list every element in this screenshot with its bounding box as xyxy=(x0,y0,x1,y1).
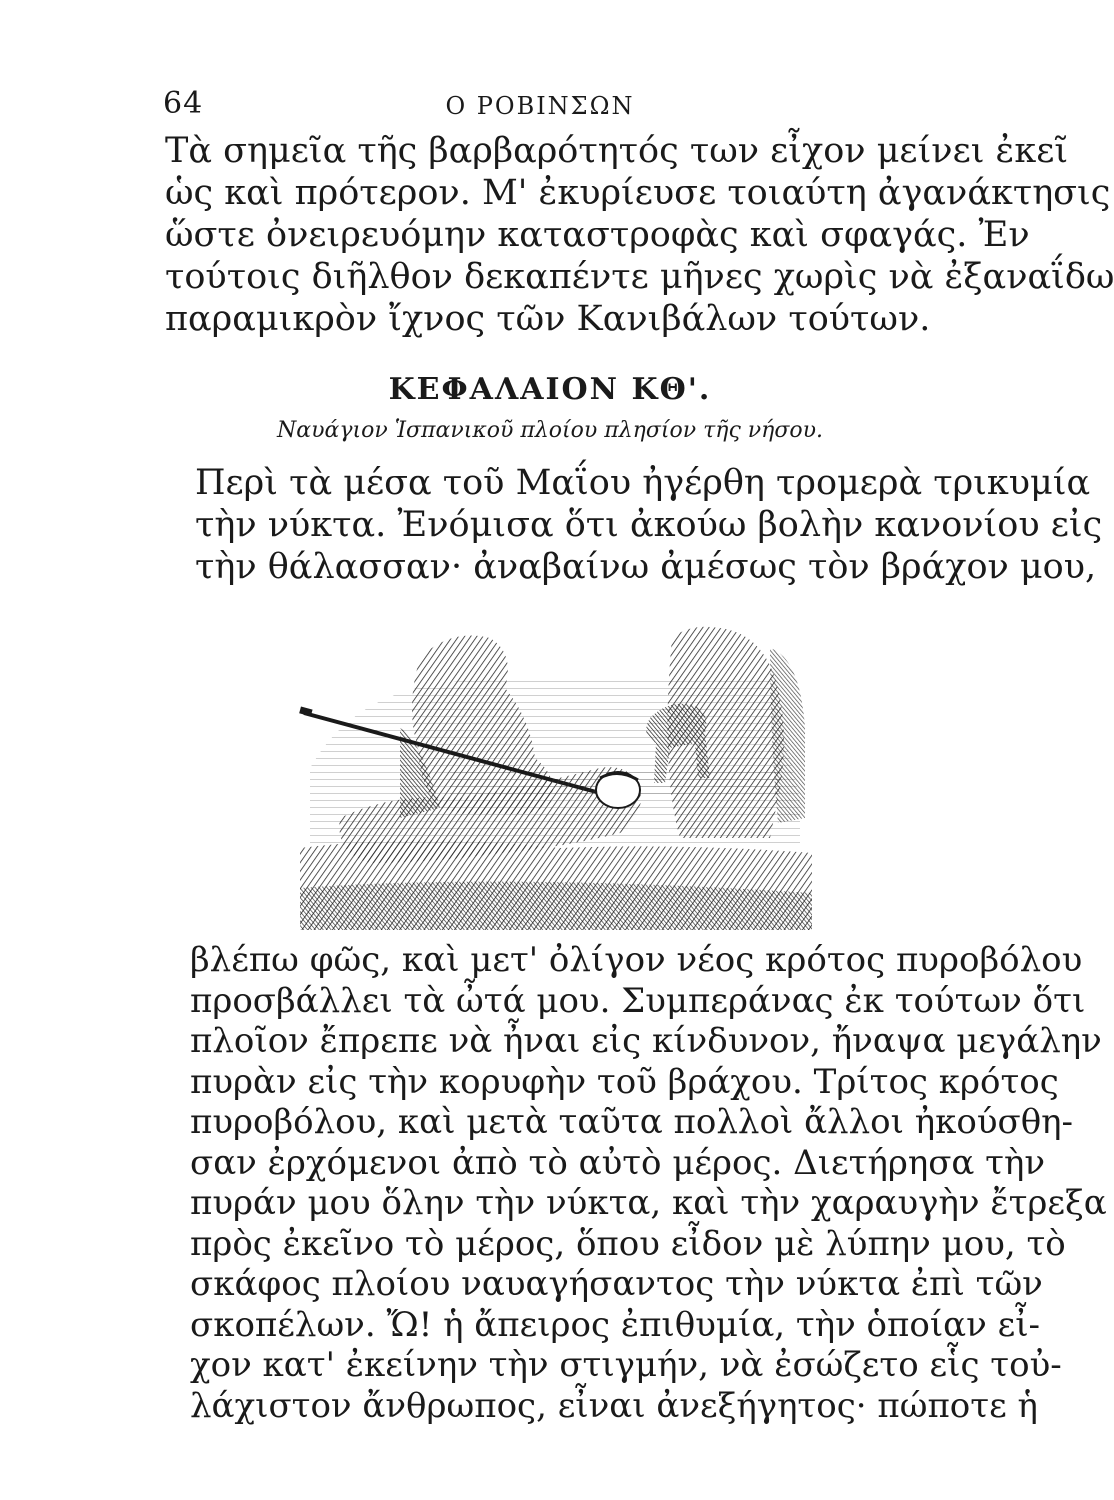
text-line: χον κατ' ἐκείνην τὴν στιγμήν, νὰ ἐσώζετο εἷς τοὐ- xyxy=(190,1345,1062,1385)
text-line: Τὰ σημεῖα τῆς βαρβαρότητός των εἶχον μείνει ἐκεῖ xyxy=(165,131,1069,171)
paragraph-2 xyxy=(195,462,1103,588)
text-line: πυρὰν εἰς τὴν κορυφὴν τοῦ βράχου. Τρίτος κρότος xyxy=(190,1061,1059,1102)
text-line: σκοπέλων. Ὤ! ἡ ἄπειρος ἐπιθυμία, τὴν ὁποίαν εἶ- xyxy=(190,1304,1041,1345)
page-number: 64 xyxy=(163,86,204,121)
running-title: Ο ΡΟΒΙΝΣΩΝ xyxy=(445,92,635,120)
text-line: ὥστε ὀνειρευόμην καταστροφὰς καὶ σφαγάς. Ἐν xyxy=(165,215,1030,255)
engraving-illustration xyxy=(300,618,812,930)
text-line: σκάφος πλοίου ναυαγήσαντος τὴν νύκτα ἐπὶ τῶν xyxy=(190,1264,1043,1304)
musket-tip xyxy=(299,707,312,717)
chapter-subtitle: Ναυάγιον Ἱσπανικοῦ πλοίου πλησίον τῆς νήσου. xyxy=(277,418,823,443)
text-line: προσβάλλει τὰ ὦτά μου. Συμπεράνας ἐκ τούτων ὅτι xyxy=(190,980,1086,1021)
paragraph-1 xyxy=(165,130,1114,340)
text-line: Περὶ τὰ μέσα τοῦ Μαΐου ἠγέρθη τρομερὰ τρικυμία xyxy=(195,463,1091,503)
chapter-heading: ΚΕΦΑΛΑΙΟΝ ΚΘ'. xyxy=(388,372,712,407)
text-line: ὡς καὶ πρότερον. Μ' ἐκυρίευσε τοιαύτη ἀγανάκτησις xyxy=(165,173,1111,213)
text-line: παραμικρὸν ἴχνος τῶν Κανιβάλων τούτων. xyxy=(165,299,931,339)
text-line: τούτοις διῆλθον δεκαπέντε μῆνες χωρὶς νὰ ἐξαναΐδω xyxy=(165,257,1114,297)
text-line: λάχιστον ἄνθρωπος, εἶναι ἀνεξήγητος· πώποτε ἡ xyxy=(190,1385,1038,1426)
text-line: πλοῖον ἔπρεπε νὰ ἦναι εἰς κίνδυνον, ἤναψα μεγάλην xyxy=(190,1021,1102,1061)
text-line: πρὸς ἐκεῖνο τὸ μέρος, ὅπου εἶδον μὲ λύπην μου, τὸ xyxy=(190,1223,1066,1264)
text-line: πυράν μου ὅλην τὴν νύκτα, καὶ τὴν χαραυγὴν ἔτρεξα xyxy=(190,1183,1107,1223)
text-line: τὴν θάλασσαν· ἀναβαίνω ἀμέσως τὸν βράχον μου, xyxy=(195,547,1097,587)
text-line: τὴν νύκτα. Ἐνόμισα ὅτι ἀκούω βολὴν κανονίου εἰς xyxy=(195,505,1103,545)
paragraph-3 xyxy=(190,940,1107,1426)
text-line: σαν ἐρχόμενοι ἀπὸ τὸ αὐτὸ μέρος. Διετήρησα τὴν xyxy=(190,1142,1046,1183)
text-line: βλέπω φῶς, καὶ μετ' ὀλίγον νέος κρότος πυροβόλου xyxy=(190,940,1083,980)
text-line: πυροβόλου, καὶ μετὰ ταῦτα πολλοὶ ἄλλοι ἠκούσθη- xyxy=(190,1102,1074,1142)
